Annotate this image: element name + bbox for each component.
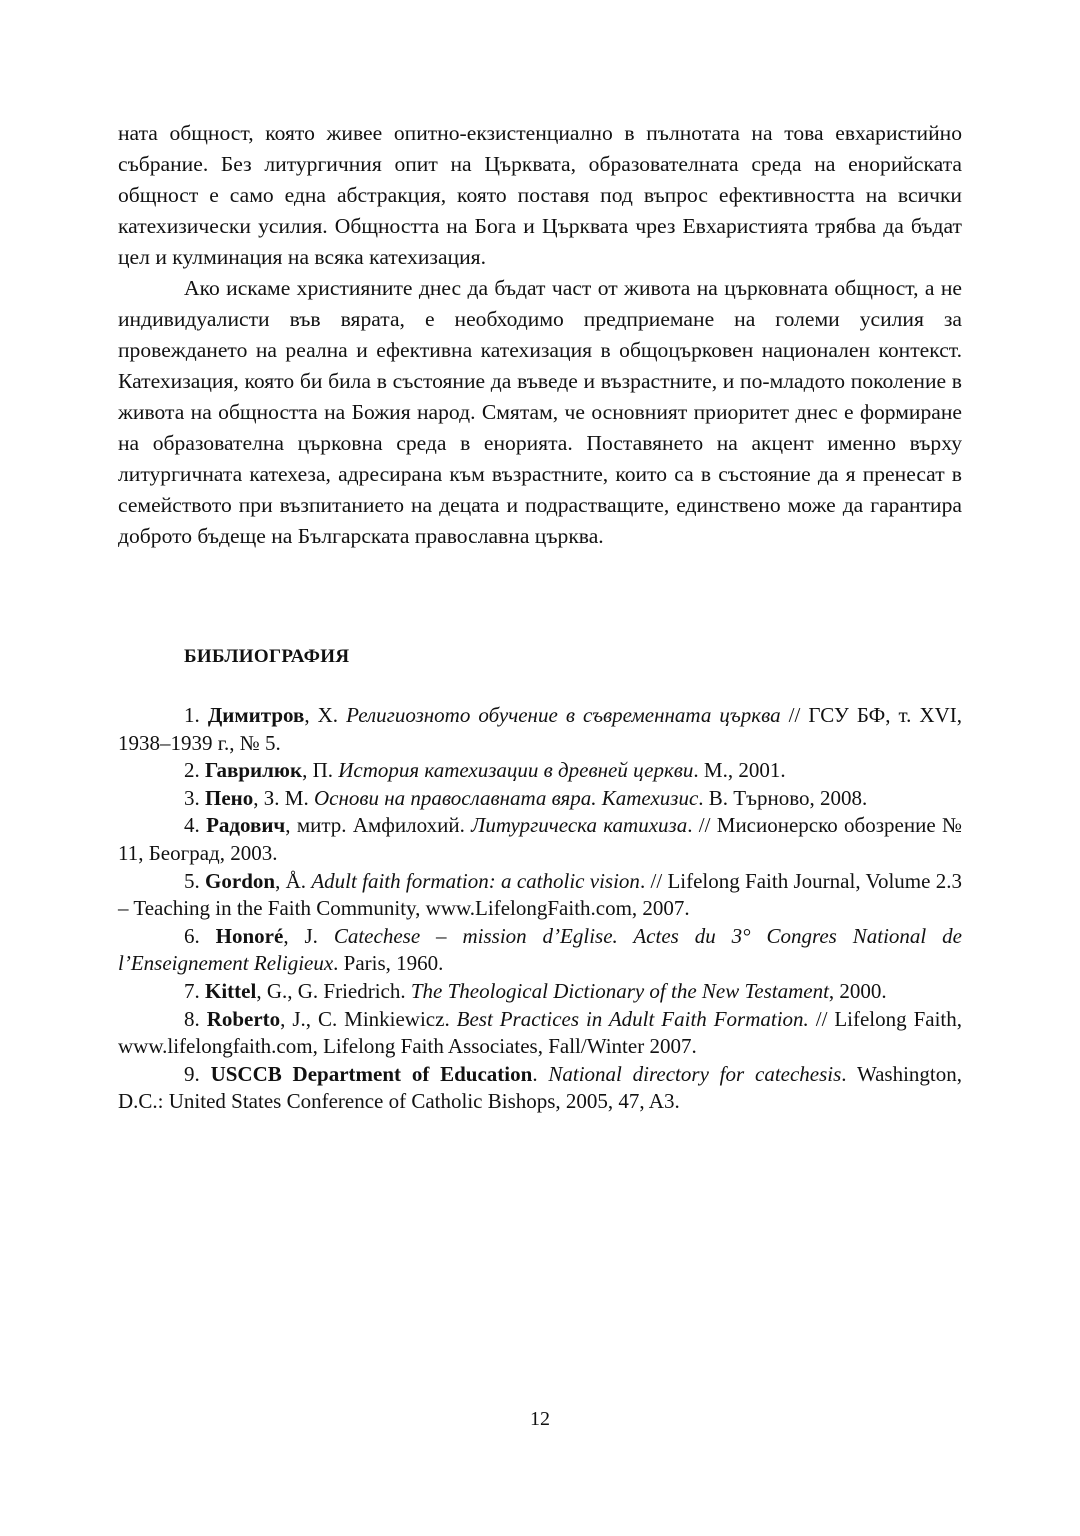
- entry-author: Honoré: [215, 923, 284, 948]
- entry-text: 1.: [184, 703, 208, 727]
- entry-text: . Paris, 1960.: [333, 951, 444, 976]
- entry-text: , J.: [283, 923, 334, 948]
- entry-text: , П.: [302, 758, 339, 783]
- body-text: [118, 118, 962, 552]
- entry-title: Литургическа катихиза: [471, 813, 688, 838]
- entry-author: Димитров: [207, 703, 305, 727]
- entry-title: National directory for catechesis: [548, 1061, 842, 1086]
- bibliography-entry: [118, 923, 962, 978]
- entry-author: Радович: [206, 813, 286, 838]
- entry-author: Gordon: [205, 868, 276, 893]
- bibliography-entry: [118, 1061, 962, 1116]
- entry-text: , З. М.: [253, 785, 314, 810]
- entry-text: , Å.: [275, 868, 312, 893]
- page-number: 12: [530, 1408, 550, 1430]
- entry-text: . В. Търново, 2008.: [698, 785, 868, 810]
- entry-text: 8.: [184, 1006, 207, 1031]
- bibliography-entry: [118, 702, 962, 757]
- entry-author: Пено: [205, 785, 254, 810]
- body-paragraph: Ако искаме християните днес да бъдат част от живота на църковната общност, а не индивидуалисти във вярата, е необходимо предприемане на големи усилия за провеждането на реална и ефективна катехизация в общоцърковен национален контекст. Катехизация, която би била в състояние да въведе и възрастните, и по-младото поколение в живота на общността на Божия народ. Смятам, че основният приоритет днес е формиране на образователна църковна среда в енорията. Поставянето на акцент именно върху литургичната катехеза, адресирана към възрастните, които са в състояние да я пренесат в семейството при възпитанието на децата и подрастващите, единствено може да гарантира доброто бъдеще на Българската православна църква.: [118, 276, 962, 548]
- entry-text: . // Lifelong Faith Journal, Volume 2.3 – Teaching in the Faith Community, www.LifelongFaith.com, 2007.: [118, 868, 962, 921]
- bibliography-entry: [118, 757, 962, 785]
- entry-text: // ГСУ БФ, т. XVI, 1938–1939 г., № 5.: [118, 703, 963, 755]
- entry-title: The Theological Dictionary of the New Testament: [410, 978, 829, 1003]
- entry-text: . Washington, D.C.: United States Conference of Catholic Bishops, 2005, 47, A3.: [118, 1061, 963, 1114]
- entry-title: Catechese – mission d’Eglise. Actes du 3° Congres National de l’Enseignement Religieux: [118, 923, 962, 976]
- entry-text: 6.: [184, 923, 216, 948]
- bibliography-entry: [118, 785, 962, 813]
- entry-text: , митр. Амфилохий.: [285, 813, 472, 838]
- body-paragraph: ната общност, която живее опитно-екзистенциално в пълнотата на това евхаристийно събрание. Без литургичния опит на Църквата, образователната среда на енорийската общност е само една абстракция, която поставя под въпрос ефективността на всички катехизически усилия. Общността на Бога и Църквата чрез Евхаристията трябва да бъдат цел и кулминация на всяка катехизация.: [118, 121, 962, 269]
- entry-text: 2.: [184, 758, 205, 783]
- entry-title: Основи на православната вяра. Катехизис: [313, 785, 699, 810]
- entry-author: Гаврилюк: [205, 758, 303, 783]
- entry-text: , Х.: [304, 703, 347, 727]
- entry-author: Roberto: [206, 1006, 281, 1031]
- bibliography-entry: [118, 812, 962, 867]
- entry-text: 5.: [184, 868, 206, 893]
- entry-title: Религиозното обучение в съвременната църква: [346, 703, 781, 727]
- entry-text: , 2000.: [828, 978, 887, 1003]
- entry-text: 9.: [184, 1061, 211, 1086]
- entry-text: 4.: [184, 813, 207, 838]
- entry-title: Best Practices in Adult Faith Formation.: [456, 1006, 809, 1031]
- entry-text: . М., 2001.: [693, 758, 786, 783]
- entry-author: Kittel: [205, 978, 257, 1003]
- entry-text: , G., G. Friedrich.: [256, 978, 411, 1003]
- entry-text: .: [532, 1061, 549, 1086]
- bibliography-entry: [118, 978, 962, 1006]
- bibliography-entry: [118, 1006, 962, 1061]
- bibliography-entry: [118, 868, 962, 923]
- bibliography-list: [118, 702, 962, 1116]
- entry-text: , J., C. Minkiewicz.: [280, 1006, 457, 1031]
- entry-text: . // Мисионерско обозрение № 11, Београд, 2003.: [118, 813, 963, 865]
- entry-text: // Lifelong Faith, www.lifelongfaith.com, Lifelong Faith Associates, Fall/Winter 2007.: [118, 1006, 962, 1059]
- entry-title: История катехизации в древней церкви: [338, 758, 694, 783]
- bibliography-heading: БИБЛИОГРАФИЯ: [184, 646, 350, 667]
- entry-text: 7.: [184, 978, 205, 1003]
- entry-title: Adult faith formation: a catholic vision: [311, 868, 640, 893]
- entry-author: USCCB Department of Education: [210, 1061, 533, 1086]
- entry-text: 3.: [184, 785, 205, 810]
